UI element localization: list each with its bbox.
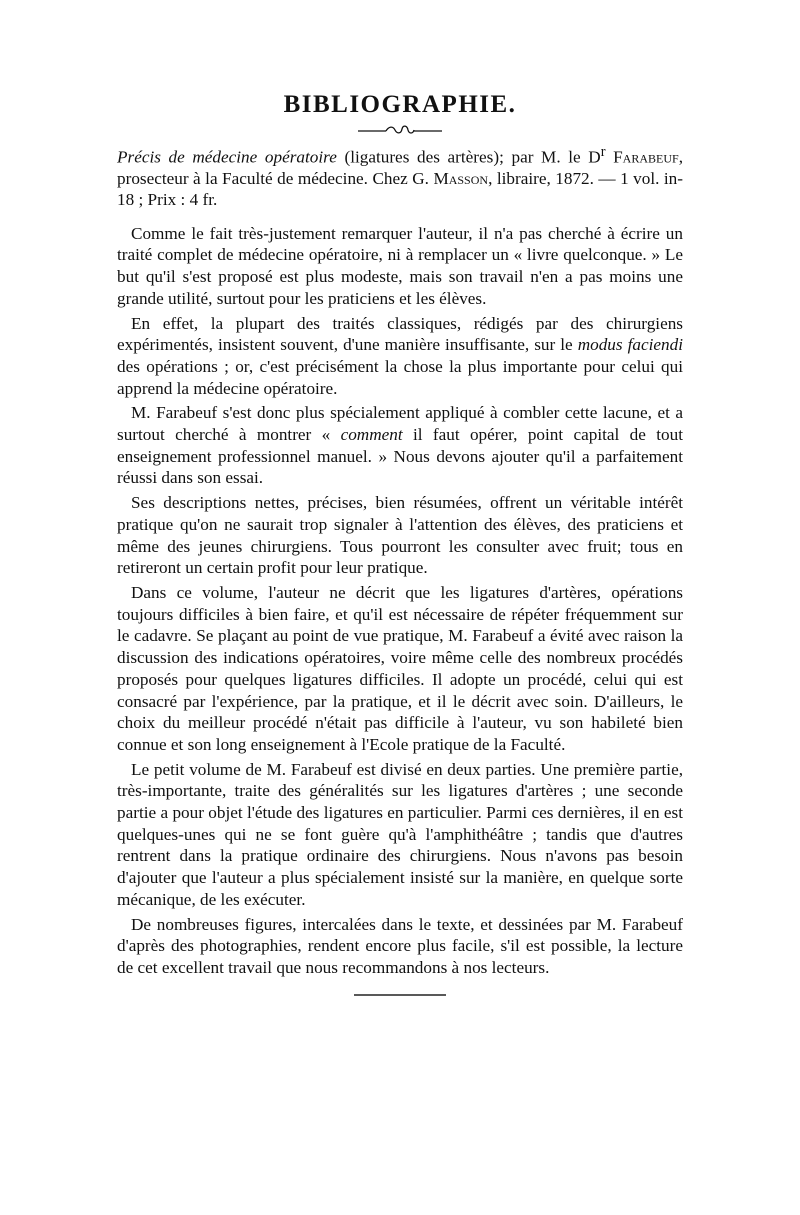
page-title: BIBLIOGRAPHIE. [283, 91, 517, 118]
paragraph-3-emphasis: comment [340, 425, 403, 445]
paragraph-6: Le petit volume de M. Farabeuf est divisé en deux parties. Une première partie, très-importante, traite des généralités sur les ligatures d'artères ; une seconde partie a pour objet l'étude des ligatures en particulier. Parmi ces dernières, il en est quelques-unes qui ne se font guère qu'à l'amphithéâtre ; tandis que d'autres rentrent dans la pratique ordinaire des chirurgiens. Nous n'avons pas besoin d'ajouter que l'auteur a plus spécialement insisté sur la manière, en quelque sorte mécanique, de les exécuter. [117, 759, 683, 909]
paragraph-3-text-b: il faut opérer, point capital de tout enseignement professionnel manuel. » Nous devons ajouter qu'il a parfaitement réussi dans son essai. [117, 425, 683, 488]
paragraph-2-text-b: des opérations ; or, c'est précisément la chose la plus importante pour celui qui apprend la médecine opératoire. [117, 356, 683, 398]
page-content [117, 90, 683, 997]
book-citation [117, 142, 683, 210]
citation-text-1: (ligatures des artères); par M. le D [336, 147, 601, 167]
citation-text-3: , libraire, 1872. — 1 vol. in-18 ; Prix : 4 fr. [117, 168, 683, 209]
paragraph-1: Comme le fait très-justement remarquer l'auteur, il n'a pas cherché à écrire un traité complet de médecine opératoire, ni à remplacer un « livre quelconque. » Le but qu'il s'est proposé est plus modeste, mais son travail n'en a pas moins une grande utilité, surtout pour les praticiens et les élèves. [117, 223, 683, 308]
paragraph-3-text-a: M. Farabeuf s'est donc plus spécialement appliqué à combler cette lacune, et a surtout cherché à montrer « [117, 403, 683, 445]
citation-author: Farabeuf [605, 147, 679, 167]
end-rule [354, 993, 446, 997]
paragraph-2-text-a: En effet, la plupart des traités classiques, rédigés par des chirurgiens expérimentés, insistent souvent, d'une manière insuffisante, sur le [117, 313, 683, 355]
paragraph-2-emphasis: modus faciendi [577, 335, 683, 355]
title-ornament [358, 124, 442, 136]
paragraph-4: Ses descriptions nettes, précises, bien résumées, offrent un véritable intérêt pratique qu'on ne saurait trop signaler à l'attention des élèves, des praticiens et même des jeunes chirurgiens. Tous pourront les consulter avec fruit; tous en retireront un certain profit pour leur pratique. [117, 493, 683, 578]
citation-text-2: , prosecteur à la Faculté de médecine. Chez G. [117, 147, 683, 188]
citation-publisher: Masson [433, 168, 489, 188]
paragraph-3 [117, 402, 683, 489]
paragraph-2 [117, 313, 683, 400]
citation-sup: r [600, 144, 606, 160]
paragraph-5: Dans ce volume, l'auteur ne décrit que les ligatures d'artères, opérations toujours difficiles à bien faire, et qu'il est nécessaire de répéter fréquemment sur le cadavre. Se plaçant au point de vue pratique, M. Farabeuf a évité avec raison la discussion des indications opératoires, voire même celle des nombreux procédés proposés pour quelques ligatures difficiles. Il adopte un procédé, celui qui est consacré par l'expérience, par la pratique, et il le décrit avec soin. D'ailleurs, le choix du meilleur procédé n'était pas difficile à l'auteur, vu son habileté bien connue et son long enseignement à l'Ecole pratique de la Faculté. [117, 582, 683, 754]
paragraph-7: De nombreuses figures, intercalées dans le texte, et dessinées par M. Farabeuf d'après des photographies, rendent encore plus facile, s'il est possible, la lecture de cet excellent travail que nous recommandons à nos lecteurs. [117, 914, 683, 977]
citation-book-title: Précis de médecine opératoire [117, 147, 337, 167]
